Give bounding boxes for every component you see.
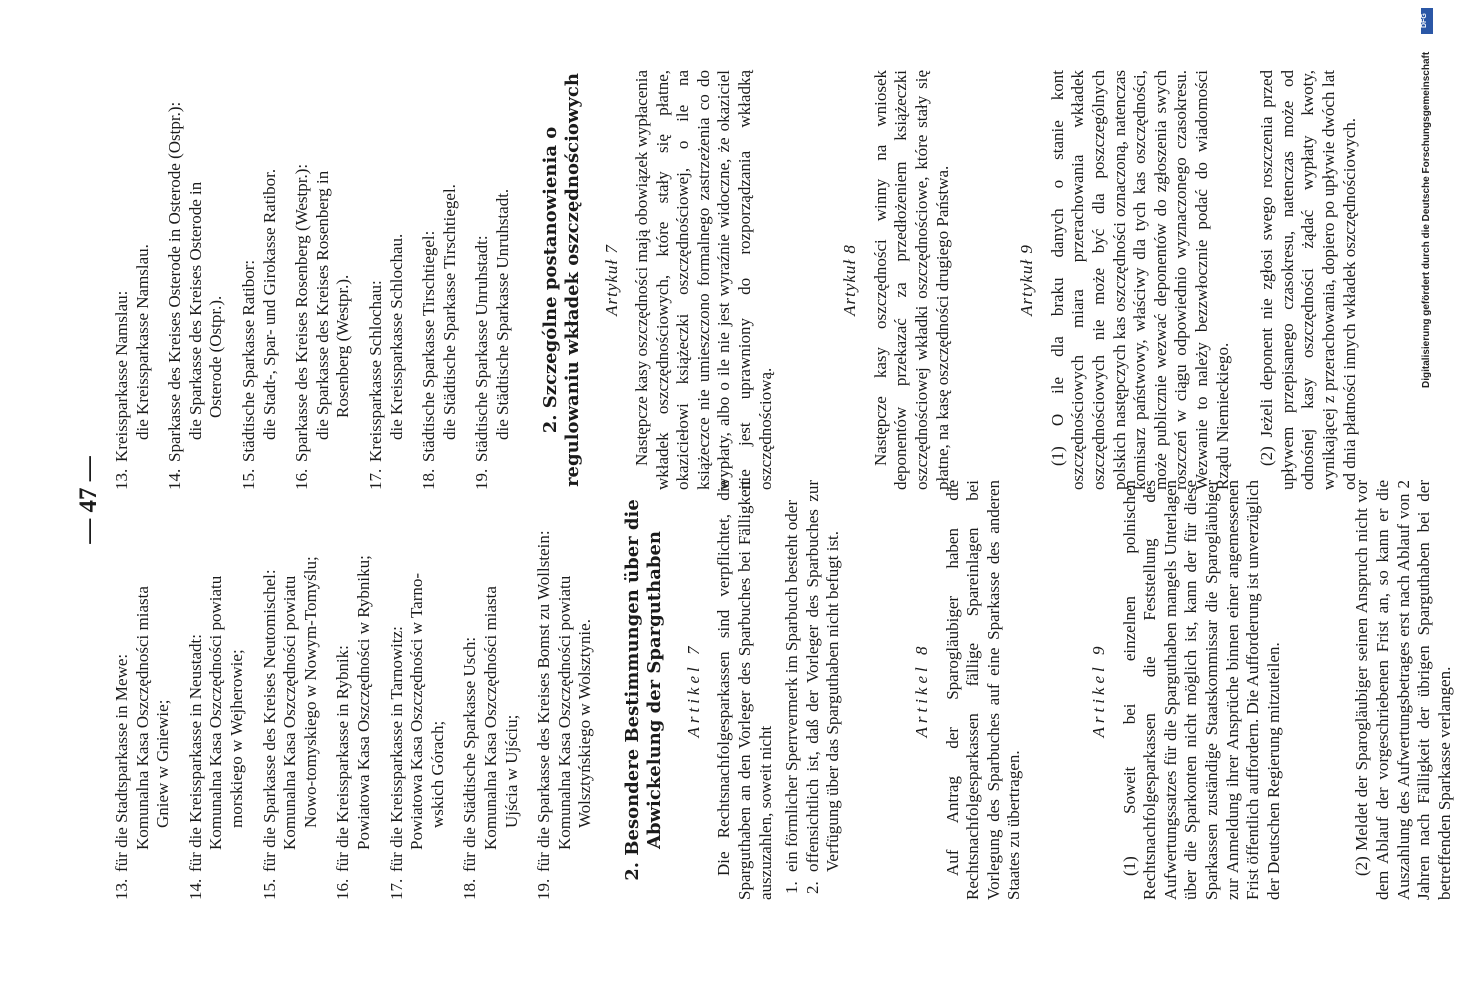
entry-place: Städtische Sparkasse Unruhstadt:: [472, 235, 492, 462]
entry-line: morskiego w Wejherowie;: [226, 649, 246, 828]
entry-line: Powiatowa Kasa Oszczędności w Rybniku;: [353, 555, 373, 850]
entry-line: die Sparkasse des Kreises Osterode in: [185, 181, 205, 440]
polish-article-7-title: Artykuł 7: [601, 244, 621, 316]
german-column: [112, 480, 1461, 900]
list-item: [112, 480, 174, 900]
entry-place: Sparkasse des Kreises Rosenberg (Westpr.):: [292, 163, 312, 462]
list-item: [239, 70, 280, 490]
entry-line: die Stadt-, Spar- und Girokasse Ratibor.: [259, 168, 279, 440]
list-item: [333, 480, 374, 900]
entry-line: Komunalna Kasa Oszczędności miasta: [132, 586, 152, 850]
entry-line: Rosenberg (Westpr.).: [333, 274, 353, 418]
polish-column: [112, 70, 1366, 490]
entry-line: Gniew w Gniewie;: [153, 699, 173, 828]
entry-number: 18.: [419, 468, 439, 490]
entry-number: 18.: [460, 878, 480, 900]
entry-line: Osterode (Ostpr.).: [206, 295, 226, 418]
entry-line: Nowo-tomyskiego w Nowym-Tomyślu;: [300, 556, 320, 828]
entry-number: 17.: [365, 468, 385, 490]
entry-number: 14.: [165, 468, 185, 490]
german-article-9-paragraph-2: (2) Meldet der Sparogläubiger seinen Anspruch nicht vor dem Ablauf der vorgeschriebenen Frist an, so kann er die Auszahlung des Aufwertungsbetrages erst nach Ablauf von 2 Jahren nach Fälligkeit der übrigen Sparguthaben bei der betreffenden Sparkasse verlangen.: [1352, 480, 1454, 900]
entry-place: Kreissparkasse Schlochau:: [365, 280, 385, 462]
entry-place: Kreissparkasse Namslau:: [112, 290, 131, 462]
list-item: 2. offensichtlich ist, daß der Vorleger des Sparbuches zur Verfügung über das Sparguthaben nicht befugt ist.: [802, 480, 843, 894]
dfg-logo: DFG: [1421, 8, 1433, 34]
list-item: [186, 480, 248, 900]
german-article-9-paragraph-1: (1) Soweit bei einzelnen polnischen Rechtsnachfolgesparkassen die Feststellung des Aufwertungssatzes für die Sparguthaben mangels Unterlagen über die Sparkonten nicht möglich ist, kann der für diese Sparkassen zuständige Staatskommissar die Sparogläubiger zur Anmeldung ihrer Ansprüche binnen einer angemessenen Frist öffentlich auffordern. Die Aufforderung ist unverzüglich der Deutschen Regierung mitzuteilen.: [1119, 480, 1283, 900]
polish-article-9-paragraph-2: (2) Jeżeli deponent nie zgłosi swego roszczenia przed upływem przepisanego czasokresu, natenczas może od odnośnej kasy oszczędności żądać wypłaty kwoty, wynikającej z przerachowania, dopiero po upływie dwóch lat od dnia płatności innych wkładek oszczędnościowych.: [1257, 70, 1359, 490]
entry-number: 16.: [292, 468, 312, 490]
entry-line: die Kreissparkasse Namslau.: [132, 244, 152, 440]
polish-entry-list: [112, 70, 514, 490]
entry-line: die Städtische Sparkasse Tirschtiegel.: [439, 184, 459, 440]
entry-number: 19.: [534, 878, 554, 900]
list-item: [387, 480, 449, 900]
german-article-7-list: [782, 480, 844, 900]
entry-place: Sparkasse des Kreises Osterode in Osterode (Ostpr.):: [165, 101, 185, 462]
german-entry-list: [112, 480, 596, 900]
entry-place: für die Sparkasse des Kreises Neutomischel:: [259, 569, 279, 872]
polish-article-9-paragraph-1: (1) O ile dla braku danych o stanie kont oszczędnościowych miara przerachowania wkładek oszczędnościowych nie może być dla poszczególnych polskich następczych kas oszczędności oznaczoną, natenczas komisarz państwowy, właściwy dla tych kas oszczędności, może publicznie wezwać deponentów do zgłoszenia swych roszczeń w ciągu odpowiednio wyznaczonego czasokresu. Wezwanie to należy bezzwłocznie podać do wiadomości Rządu Niemieckiego.: [1047, 70, 1232, 490]
credit-text: Digitalisierung gefördert durch die Deutsche Forschungsgemeinschaft: [1421, 51, 1432, 388]
entry-line: Komunalna Kasa Oszczędności powiatu: [206, 575, 226, 850]
entry-line: Ujścia w Ujściu;: [501, 714, 521, 828]
german-article-9-title: Artikel 9: [1089, 642, 1108, 738]
entry-line: die Sparkasse des Kreises Rosenberg in: [312, 170, 332, 440]
list-item: [419, 70, 460, 490]
entry-place: für die Sparkasse des Kreises Bomst zu Wollstein:: [534, 530, 554, 872]
german-article-7-title: Artikel 7: [683, 642, 703, 738]
german-article-8-text: Auf Antrag der Sparogläubiger haben die Rechtsnachfolgesparkassen fällige Spareinlagen bei Vorlegung des Sparbuches auf eine Sparkasse des anderen Staates zu übertragen.: [942, 480, 1024, 900]
entry-number: 15.: [238, 468, 258, 490]
entry-place: für die Städtische Sparkasse Usch:: [460, 636, 480, 872]
entry-line: die Städtische Sparkasse Unruhstadt.: [492, 188, 512, 440]
german-section-title: 2. Besondere Bestimmungen über die Abwickelung der Sparguthaben: [621, 499, 665, 881]
entry-number: 15.: [259, 878, 279, 900]
entry-line: Komunalna Kasa Oszczędności powiatu: [280, 575, 300, 850]
polish-section-title: 2. Szczególne postanowienia o regulowaniu wkładek oszczędnościowych: [539, 73, 583, 487]
list-item: [366, 70, 407, 490]
entry-place: Städtische Sparkasse Ratibor:: [238, 259, 258, 462]
polish-article-8-text: Następcze kasy oszczędności winny na wniosek deponentów przekazać za przedłożeniem książeczki oszczędnościowej wkładki oszczędnościowe, które stały się płatne, na kasę oszczędności drugiego Państwa.: [870, 70, 952, 490]
list-item: [260, 480, 322, 900]
list-item: [472, 70, 513, 490]
list-item: [534, 480, 596, 900]
entry-line: Komunalna Kasa Oszczędności miasta: [480, 586, 500, 850]
entry-line: die Kreissparkasse Schlochau.: [386, 233, 406, 440]
entry-place: für die Stadtsparkasse in Mewe:: [112, 653, 131, 872]
entry-number: 16.: [333, 878, 353, 900]
entry-place: für die Kreissparkasse in Rybnik:: [333, 645, 353, 872]
entry-number: 17.: [386, 878, 406, 900]
entry-place: Städtische Sparkasse Tirschtiegel:: [419, 230, 439, 462]
entry-place: für die Kreissparkasse in Tarnowitz:: [386, 626, 406, 872]
entry-place: für die Kreissparkasse in Neustadt:: [185, 634, 205, 872]
list-item: [460, 480, 522, 900]
list-item: 1. ein förmlicher Sperrvermerk im Sparbuch besteht oder: [782, 500, 802, 894]
list-item: [292, 70, 354, 490]
polish-article-8-title: Artykuł 8: [840, 244, 860, 316]
polish-article-9-title: Artykuł 9: [1017, 244, 1037, 316]
polish-article-7-text: Następcze kasy oszczędności mają obowiązek wypłacenia wkładek oszczędnościowych, które stały się płatne, okaziciełowi książeczki oszczędnościowej, o ile na książeczce nie umieszczono formalnego zastrzeżenia co do wypłaty, albo o ile nie jest wyraźnie widoczne, że okaziciel nie jest uprawniony do rozporządzania wkładką oszczędnościową.: [632, 69, 775, 490]
page-number: — 47 —: [75, 456, 102, 544]
digitization-credit: [1416, 4, 1438, 394]
entry-line: wskich Górach;: [427, 720, 447, 828]
entry-number: 14.: [185, 878, 205, 900]
entry-line: Wolsztyńskiego w Wolsztynie.: [575, 619, 595, 828]
entry-number: 19.: [472, 468, 492, 490]
list-item: [165, 70, 227, 490]
entry-line: Komunalna Kasa Oszczędności powiatu: [554, 575, 574, 850]
entry-number: 13.: [112, 468, 131, 490]
list-item: [112, 70, 153, 490]
entry-line: Powiatowa Kasa Oszczędności w Tarno-: [407, 572, 427, 850]
entry-number: 13.: [112, 878, 131, 900]
german-article-7-text: Die Rechtsnachfolgesparkassen sind verpflichtet, die Sparguthaben an den Vorleger des Sparbuches bei Fälligkeit auszuzahlen, soweit nicht: [714, 480, 775, 900]
german-article-8-title: Artikel 8: [912, 642, 932, 738]
